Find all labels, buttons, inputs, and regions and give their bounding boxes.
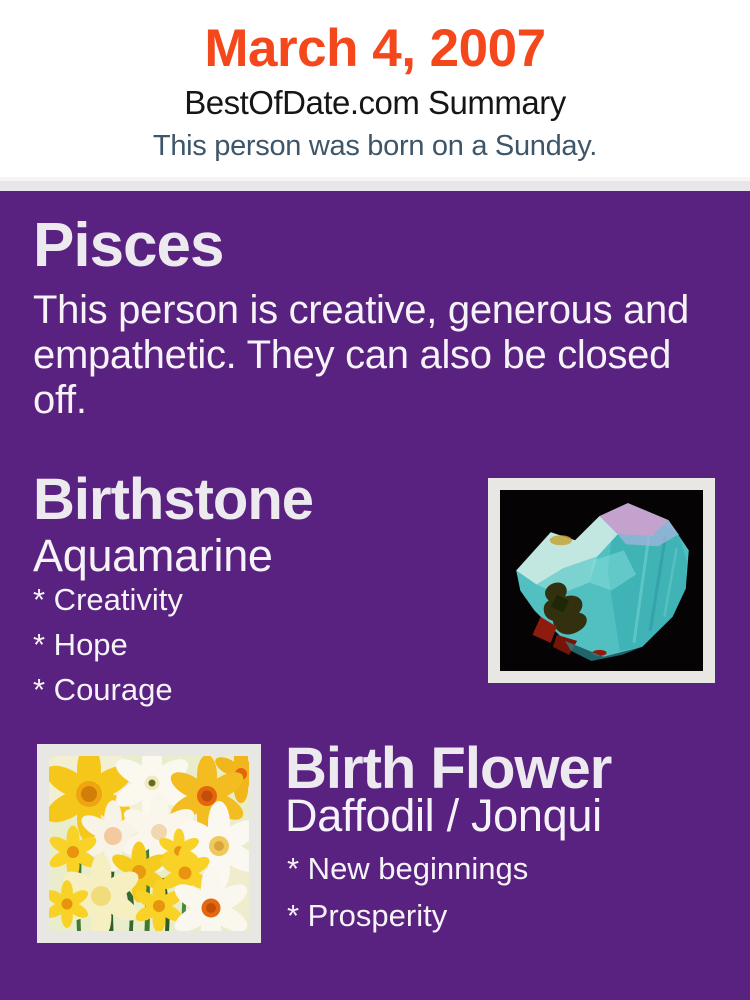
- born-on-weekday-text: This person was born on a Sunday.: [152, 130, 598, 163]
- birthstone-photo: [488, 478, 715, 683]
- zodiac-sign-heading: Pisces: [33, 211, 224, 280]
- birthstone-trait-list: [33, 583, 183, 718]
- daffodil-field-image: [49, 756, 249, 931]
- header: [0, 0, 750, 177]
- birth-flower-trait-list: [287, 852, 528, 946]
- site-summary-subtitle: BestOfDate.com Summary: [184, 84, 566, 122]
- birth-flower-name: Daffodil / Jonqui: [285, 790, 602, 841]
- zodiac-description: This person is creative, generous and empathetic. They can also be closed off.: [33, 288, 689, 422]
- details-panel: [0, 191, 750, 1000]
- date-title: March 4, 2007: [204, 19, 546, 78]
- birth-flower-trait-item: * Prosperity: [287, 898, 448, 933]
- birth-flower-heading: Birth Flower: [285, 736, 612, 801]
- birthstone-trait-item: * Hope: [33, 627, 128, 662]
- header-divider: [0, 177, 750, 191]
- aquamarine-stone-image: [500, 490, 703, 671]
- birth-flower-trait-item: * New beginnings: [287, 851, 529, 886]
- birth-flower-photo: [37, 744, 261, 943]
- birthstone-trait-item: * Courage: [33, 672, 173, 707]
- birthstone-name: Aquamarine: [33, 530, 273, 581]
- birthstone-heading: Birthstone: [33, 467, 313, 532]
- birthstone-trait-item: * Creativity: [33, 582, 183, 617]
